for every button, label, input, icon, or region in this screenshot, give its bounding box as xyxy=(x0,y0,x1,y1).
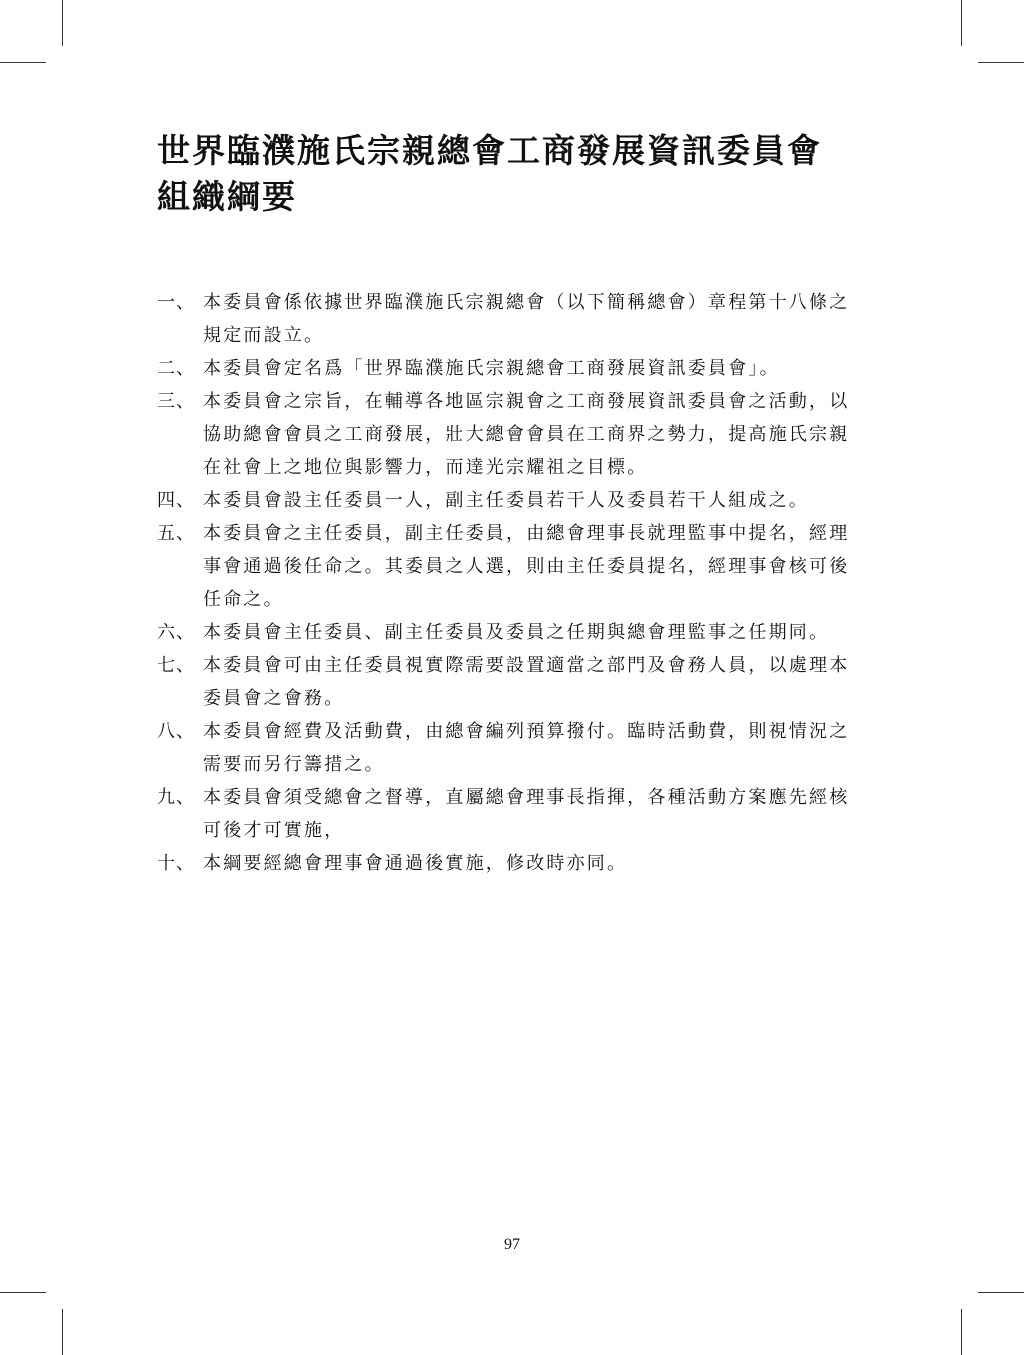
article-text: 本委員會之宗旨，在輔導各地區宗親會之工商發展資訊委員會之活動，以 xyxy=(203,391,850,412)
article-item xyxy=(157,484,897,517)
title-line: 組織綱要 xyxy=(157,177,297,216)
article-text: 本委員會須受總會之督導，直屬總會理事長指揮，各種活動方案應先經核 xyxy=(203,787,850,808)
page-title xyxy=(157,128,917,220)
crop-mark xyxy=(62,0,63,46)
crop-mark xyxy=(0,1292,46,1293)
article-text: 本綱要經總會理事會通過後實施，修改時亦同。 xyxy=(203,853,628,874)
article-text: 規定而設立。 xyxy=(203,325,325,346)
crop-mark xyxy=(961,1309,962,1355)
article-text: 本委員會定名爲「世界臨濮施氏宗親總會工商發展資訊委員會」。 xyxy=(203,358,780,379)
article-list xyxy=(157,286,897,880)
article-number: 五、 xyxy=(157,523,195,544)
article-item xyxy=(157,715,897,781)
article-text: 本委員會係依據世界臨濮施氏宗親總會（以下簡稱總會）章程第十八條之 xyxy=(203,292,850,313)
article-text: 本委員會之主任委員，副主任委員，由總會理事長就理監事中提名，經理 xyxy=(203,523,850,544)
crop-mark xyxy=(62,1309,63,1355)
article-text: 本委員會經費及活動費，由總會編列預算撥付。臨時活動費，則視情況之 xyxy=(203,721,850,742)
article-item xyxy=(157,847,897,880)
crop-mark xyxy=(0,62,46,63)
title-line: 世界臨濮施氏宗親總會工商發展資訊委員會 xyxy=(157,131,822,170)
article-number: 六、 xyxy=(157,622,195,643)
article-number: 一、 xyxy=(157,292,195,313)
article-text: 協助總會會員之工商發展，壯大總會會員在工商界之勢力，提高施氏宗親 xyxy=(203,424,850,445)
article-number: 七、 xyxy=(157,655,195,676)
article-text: 委員會之會務。 xyxy=(203,688,345,709)
article-text: 本委員會可由主任委員視實際需要設置適當之部門及會務人員，以處理本 xyxy=(203,655,850,676)
article-text: 本委員會設主任委員一人，副主任委員若干人及委員若干人組成之。 xyxy=(203,490,809,511)
article-text: 在社會上之地位與影響力，而達光宗耀祖之目標。 xyxy=(203,457,648,478)
article-number: 十、 xyxy=(157,853,195,874)
article-number: 八、 xyxy=(157,721,195,742)
article-number: 三、 xyxy=(157,391,195,412)
article-text: 需要而另行籌措之。 xyxy=(203,754,385,775)
article-text: 事會通過後任命之。其委員之人選，則由主任委員提名，經理事會核可後 xyxy=(203,556,850,577)
article-number: 二、 xyxy=(157,358,195,379)
article-item xyxy=(157,385,897,484)
crop-mark xyxy=(978,1292,1024,1293)
article-number: 四、 xyxy=(157,490,195,511)
crop-mark xyxy=(978,62,1024,63)
crop-mark xyxy=(961,0,962,46)
article-text: 任命之。 xyxy=(203,589,284,610)
article-item xyxy=(157,352,897,385)
article-item xyxy=(157,649,897,715)
page-number: 97 xyxy=(504,1236,520,1253)
article-text: 本委員會主任委員、副主任委員及委員之任期與總會理監事之任期同。 xyxy=(203,622,830,643)
article-item xyxy=(157,517,897,616)
article-item xyxy=(157,616,897,649)
article-text: 可後才可實施， xyxy=(203,820,345,841)
article-number: 九、 xyxy=(157,787,195,808)
article-item xyxy=(157,781,897,847)
article-item xyxy=(157,286,897,352)
